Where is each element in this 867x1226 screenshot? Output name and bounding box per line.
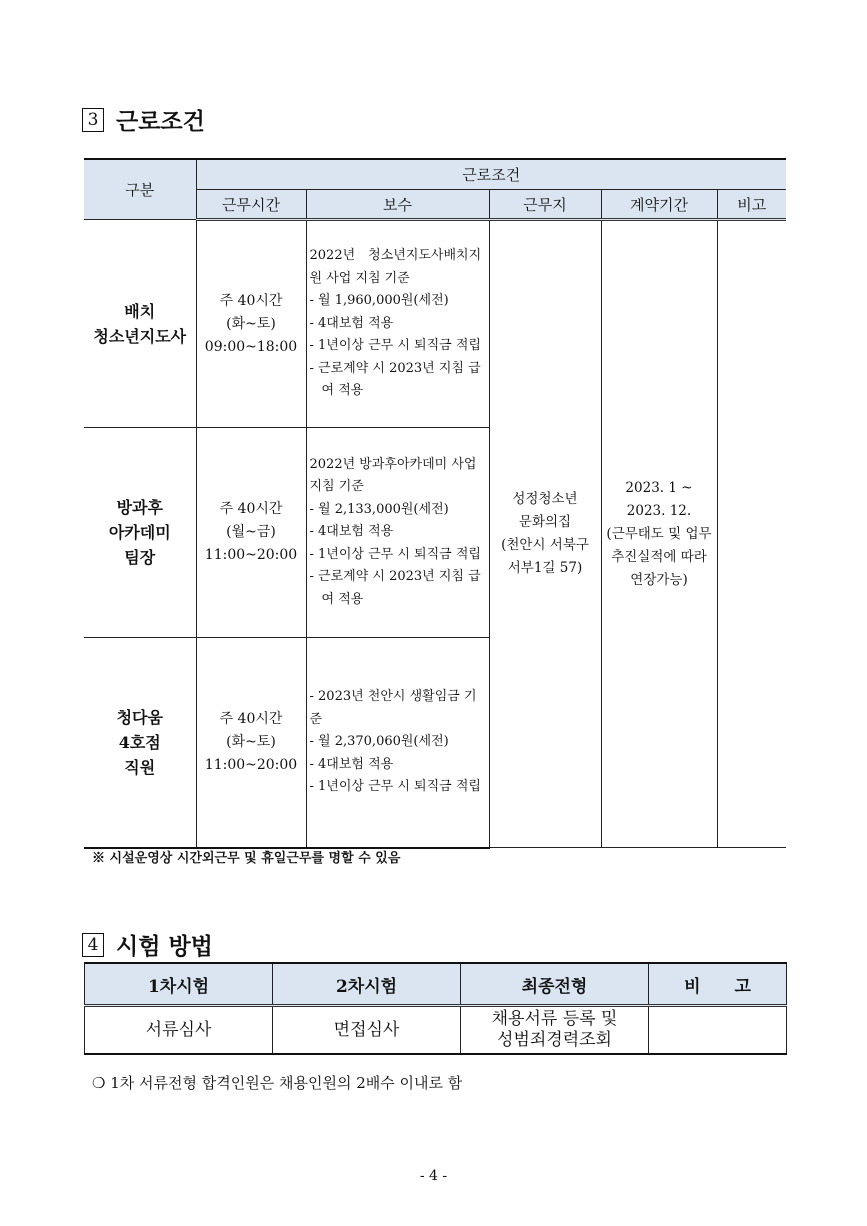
bullet-text: 1차 서류전형 합격인원은 채용인원의 2배수 이내로 함 [110, 1074, 463, 1092]
header-final-screening: 최종전형 [461, 963, 649, 1006]
header-second-exam: 2차시험 [273, 963, 461, 1006]
bullet-note [92, 1072, 462, 1093]
second-exam-cell: 면접심사 [273, 1006, 461, 1055]
first-exam-cell: 서류심사 [85, 1006, 273, 1055]
remarks-cell [717, 220, 786, 848]
category-cell: 배치 청소년지도사 [84, 220, 196, 428]
header-category: 구분 [84, 159, 196, 220]
working-conditions-table [84, 158, 786, 849]
header-hours: 근무시간 [196, 190, 306, 220]
hours-cell: 주 40시간 (화~토) 09:00~18:00 [196, 220, 306, 428]
header-first-exam: 1차시험 [85, 963, 273, 1006]
section-title-text: 근로조건 [116, 108, 205, 135]
category-cell: 청다움 4호점 직원 [84, 638, 196, 848]
pay-cell: 2022년 방과후아카데미 사업 지침 기준 - 월 2,133,000원(세전) - 4대보험 적용 - 1년이상 근무 시 퇴직금 적립 - 근로계약 시 2023년 지침 급여 적용 [306, 428, 489, 638]
hours-cell: 주 40시간 (화~토) 11:00~20:00 [196, 638, 306, 848]
header-remarks: 비고 [717, 190, 786, 220]
header-pay: 보수 [306, 190, 489, 220]
header-place: 근무지 [489, 190, 601, 220]
section-4-title [82, 928, 213, 961]
hours-cell: 주 40시간 (월~금) 11:00~20:00 [196, 428, 306, 638]
circle-bullet-icon: ❍ [92, 1074, 106, 1092]
remarks-cell [649, 1006, 787, 1055]
section-number-box: 3 [82, 108, 104, 132]
section-3-title [82, 103, 205, 136]
section-number-box: 4 [82, 933, 104, 957]
pay-cell: 2022년 청소년지도사배치지원 사업 지침 기준 - 월 1,960,000원(세전) - 4대보험 적용 - 1년이상 근무 시 퇴직금 적립 - 근로계약 시 2023년 지침 급여 적용 [306, 220, 489, 428]
header-remarks: 비 고 [649, 963, 787, 1006]
pay-cell: - 2023년 천안시 생활임금 기준 - 월 2,370,060원(세전) - 4대보험 적용 - 1년이상 근무 시 퇴직금 적립 [306, 638, 489, 848]
page-number: - 4 - [419, 1168, 448, 1184]
header-group: 근로조건 [196, 159, 786, 190]
category-cell: 방과후 아카데미 팀장 [84, 428, 196, 638]
overtime-note: ※ 시설운영상 시간외근무 및 휴일근무를 명할 수 있음 [92, 851, 401, 866]
table-row [84, 220, 786, 428]
contract-period-cell: 2023. 1 ~ 2023. 12. (근무태도 및 업무 추진실적에 따라 연장가능) [601, 220, 717, 848]
table-row [85, 1006, 787, 1055]
exam-method-table [84, 962, 787, 1055]
final-screening-cell: 채용서류 등록 및 성범죄경력조회 [461, 1006, 649, 1055]
workplace-cell: 성정청소년 문화의집 (천안시 서북구 서부1길 57) [489, 220, 601, 848]
header-contract: 계약기간 [601, 190, 717, 220]
section-title-text: 시험 방법 [116, 933, 213, 960]
